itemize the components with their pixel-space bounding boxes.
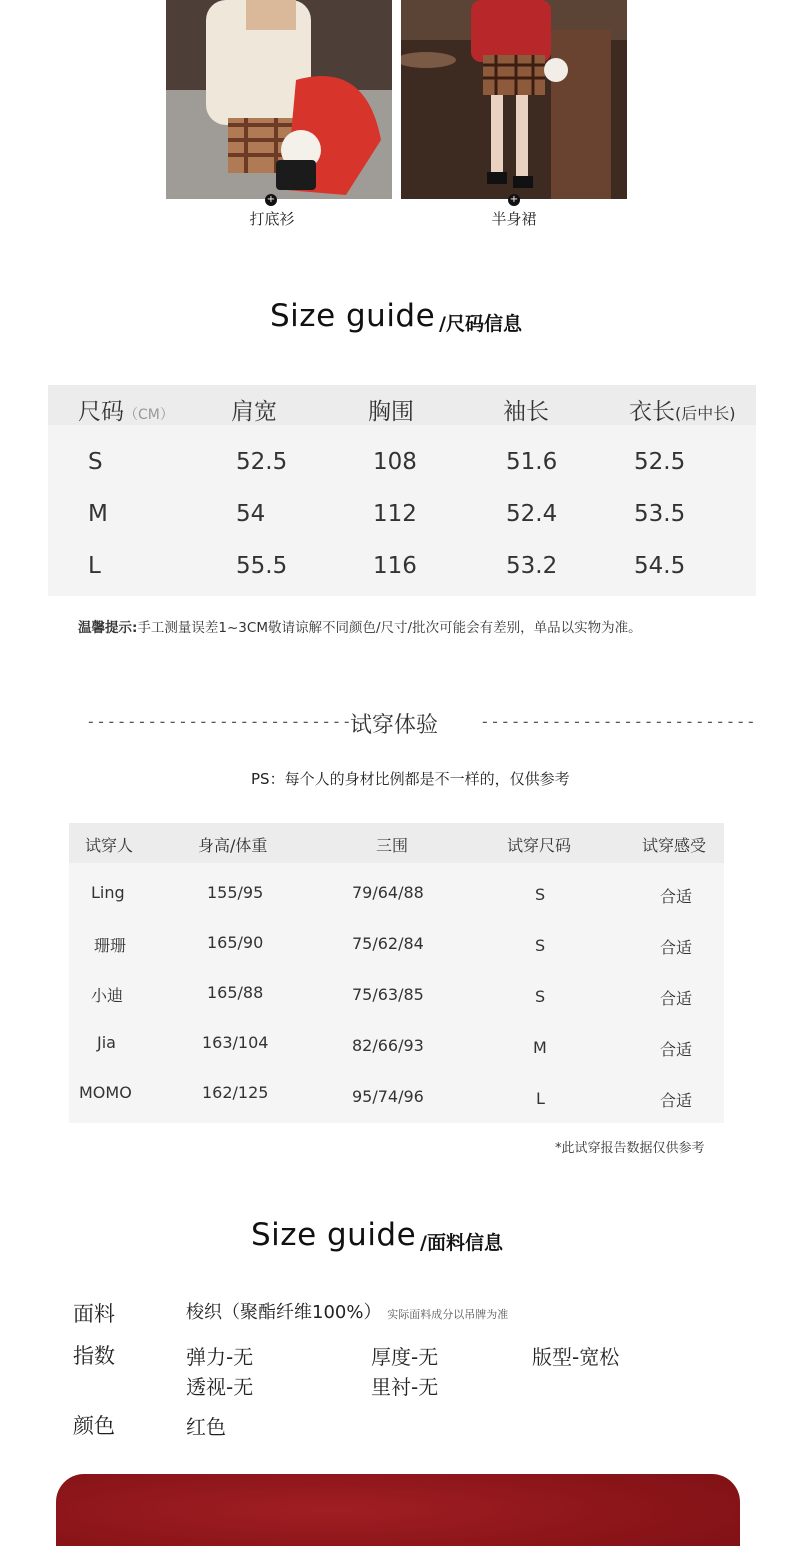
- fabric-label: 面料: [73, 1302, 115, 1326]
- tryon-row-1-measure: 79/64/88: [352, 883, 424, 902]
- product-image-top[interactable]: [166, 0, 392, 199]
- tryon-header-person: 试穿人: [85, 836, 134, 855]
- header-unit: （CM）: [124, 407, 174, 423]
- size-row-l-shoulder: 55.5: [236, 553, 288, 579]
- tryon-row-2-measure: 75/62/84: [352, 934, 424, 953]
- tryon-row-5-person: MOMO: [79, 1083, 132, 1102]
- tryon-header-measurements: 三围: [376, 836, 409, 855]
- tryon-row-1-person: Ling: [91, 883, 125, 902]
- tryon-row-2-size: S: [535, 936, 546, 955]
- divider-left: ---------------------------: [86, 712, 363, 731]
- product-photo-skirt: [401, 0, 627, 199]
- tryon-row-1-feel: 合适: [660, 887, 693, 906]
- header-length-label: 衣长: [629, 399, 675, 425]
- size-row-s-sleeve: 51.6: [506, 449, 558, 475]
- fabric-color-swatch: [56, 1474, 740, 1546]
- tryon-row-3-hw: 165/88: [207, 983, 264, 1002]
- fabric-composition: 梭织（聚酯纤维100%）: [186, 1302, 382, 1323]
- tryon-report-note: *此试穿报告数据仅供参考: [555, 1141, 705, 1156]
- size-row-s-shoulder: 52.5: [236, 449, 288, 475]
- color-label: 颜色: [73, 1414, 115, 1438]
- header-shoulder: 肩宽: [231, 399, 277, 425]
- notice-label: 温馨提示:: [78, 620, 138, 636]
- fabric-value: [186, 1298, 508, 1324]
- header-sleeve: 袖长: [503, 399, 549, 425]
- add-top-icon[interactable]: +: [266, 194, 276, 205]
- header-length: [629, 393, 736, 426]
- index-label: 指数: [73, 1344, 115, 1368]
- thumbnail-label-skirt: 半身裙: [491, 210, 537, 228]
- header-size-label: 尺码: [78, 399, 124, 425]
- tryon-row-3-measure: 75/63/85: [352, 985, 424, 1004]
- tryon-row-1-size: S: [535, 885, 546, 904]
- tryon-row-4-person: Jia: [97, 1033, 116, 1052]
- product-image-skirt[interactable]: [401, 0, 627, 199]
- size-row-l-length: 54.5: [634, 553, 686, 579]
- product-photo-top: [166, 0, 392, 199]
- tryon-row-3-feel: 合适: [660, 989, 693, 1008]
- tryon-row-2-feel: 合适: [660, 938, 693, 957]
- tryon-row-5-feel: 合适: [660, 1091, 693, 1110]
- thickness-value: 厚度-无: [371, 1345, 439, 1369]
- divider-right: ---------------------------: [480, 712, 757, 731]
- header-length-note: (后中长): [675, 404, 736, 423]
- size-row-s-length: 52.5: [634, 449, 686, 475]
- size-row-m-sleeve: 52.4: [506, 501, 558, 527]
- tryon-row-4-size: M: [533, 1038, 547, 1057]
- color-value: 红色: [186, 1415, 226, 1439]
- thumbnail-label-top: 打底衫: [249, 210, 295, 228]
- measurement-notice: [78, 616, 642, 636]
- see-through-value: 透视-无: [186, 1375, 254, 1399]
- header-size: [78, 393, 174, 426]
- lining-value: 里衬-无: [371, 1375, 439, 1399]
- tryon-row-4-feel: 合适: [660, 1040, 693, 1059]
- tryon-header-feel: 试穿感受: [642, 836, 707, 855]
- fit-value: 版型-宽松: [532, 1345, 620, 1369]
- size-row-m-chest: 112: [373, 501, 417, 527]
- size-row-m-shoulder: 54: [236, 501, 266, 527]
- fabric-guide-subtitle: /面料信息: [420, 1232, 503, 1254]
- tryon-row-3-size: S: [535, 987, 546, 1006]
- tryon-row-4-hw: 163/104: [202, 1033, 269, 1052]
- tryon-row-5-size: L: [536, 1089, 545, 1108]
- size-row-s-size: S: [88, 449, 103, 475]
- size-row-s-chest: 108: [373, 449, 417, 475]
- tryon-ps-note: PS：每个人的身材比例都是不一样的，仅供参考: [251, 770, 570, 788]
- size-guide-subtitle: /尺码信息: [439, 313, 522, 335]
- add-skirt-icon[interactable]: +: [509, 194, 519, 205]
- header-chest: 胸围: [368, 399, 414, 425]
- size-row-l-sleeve: 53.2: [506, 553, 558, 579]
- tryon-title: 试穿体验: [350, 713, 439, 738]
- tryon-row-5-measure: 95/74/96: [352, 1087, 424, 1106]
- fabric-note: 实际面料成分以吊牌为准: [387, 1308, 509, 1321]
- size-row-m-length: 53.5: [634, 501, 686, 527]
- elasticity-value: 弹力-无: [186, 1345, 254, 1369]
- tryon-row-2-hw: 165/90: [207, 933, 264, 952]
- fabric-guide-title: Size guide: [251, 1217, 417, 1253]
- tryon-row-4-measure: 82/66/93: [352, 1036, 424, 1055]
- tryon-row-2-person: 珊珊: [94, 936, 127, 955]
- tryon-header-size: 试穿尺码: [507, 836, 572, 855]
- size-row-l-size: L: [88, 553, 101, 579]
- tryon-row-1-hw: 155/95: [207, 883, 264, 902]
- notice-text: 手工测量误差1~3CM敬请谅解不同颜色/尺寸/批次可能会有差别，单品以实物为准。: [137, 620, 642, 636]
- tryon-row-3-person: 小迪: [91, 986, 124, 1005]
- size-row-m-size: M: [88, 501, 108, 527]
- size-guide-title: Size guide: [270, 298, 436, 334]
- tryon-header-height-weight: 身高/体重: [198, 836, 268, 855]
- tryon-row-5-hw: 162/125: [202, 1083, 269, 1102]
- size-row-l-chest: 116: [373, 553, 417, 579]
